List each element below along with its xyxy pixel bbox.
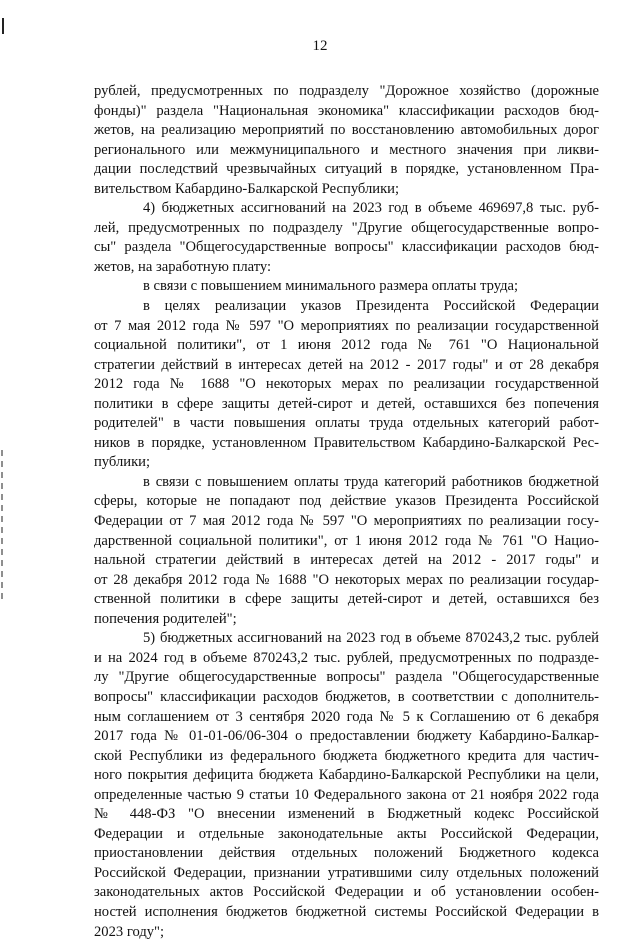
text-line: ностей исполнения бюджетов бюджетной системы Российской Федерации в — [94, 903, 599, 920]
scan-side-artifact — [1, 450, 3, 600]
text-line: родителей" в части повышения оплаты труда отдельных категорий работ- — [94, 415, 599, 432]
text-line: стратегии действий в интересах детей на 2012 - 2017 годы" и от 28 декабря — [94, 356, 599, 373]
page-number: 12 — [312, 38, 328, 54]
scan-edge-mark — [2, 18, 4, 34]
text-line: дарственной социальной политики", от 1 июня 2012 года № 761 "О Нацио- — [94, 532, 599, 549]
text-line: 4) бюджетных ассигнований на 2023 год в объеме 469697,8 тыс. руб- — [143, 200, 599, 217]
text-line: ным соглашением от 3 сентября 2020 года № 5 к Соглашению от 6 декабря — [94, 708, 599, 725]
text-line: сы" раздела "Общегосударственные вопросы" классификации расходов бюд- — [94, 239, 599, 256]
text-line: политики в сфере защиты детей-сирот и детей, оставшихся без попечения — [94, 395, 599, 412]
text-line: определенные частью 9 статьи 10 Федерального закона от 21 ноября 2022 года — [94, 786, 599, 803]
text-line: от 28 декабря 2012 года № 1688 "О некоторых мерах по реализации государ- — [94, 571, 599, 588]
text-line: приостановлении действия отдельных положений Бюджетного кодекса — [94, 845, 599, 862]
text-line: Федерации и отдельные законодательные акты Российской Федерации, — [94, 825, 599, 842]
text-line: сферы, которые не попадают под действие указов Президента Российской — [94, 493, 599, 510]
text-line: Российской Федерации, признании утратившими силу отдельных положений — [94, 864, 599, 881]
text-line: Федерации от 7 мая 2012 года № 597 "О мероприятиях по реализации госу- — [94, 513, 599, 530]
text-line: законодательных актов Российской Федерации и об установлении особен- — [94, 884, 599, 901]
text-line: ного покрытия дефицита бюджета Кабардино-Балкарской Республики на цели, — [94, 767, 599, 784]
text-line: попечения родителей"; — [94, 610, 237, 627]
text-line: регионального или межмуниципального и местного значения при ликви- — [94, 141, 599, 158]
text-line: в связи с повышением минимального размера оплаты труда; — [143, 278, 519, 295]
text-line: ников в порядке, установленном Правительством Кабардино-Балкарской Рес- — [94, 434, 599, 451]
text-line: № 448-ФЗ "О внесении изменений в Бюджетный кодекс Российской — [94, 806, 599, 823]
text-line: в целях реализации указов Президента Российской Федерации — [143, 298, 599, 315]
document-body — [94, 82, 599, 942]
text-line: дации последствий чрезвычайных ситуаций в порядке, установленном Пра- — [94, 161, 599, 178]
text-line: в связи с повышением оплаты труда категорий работников бюджетной — [143, 473, 599, 490]
text-line: жетов, на реализацию мероприятий по восстановлению автомобильных дорог — [94, 122, 599, 139]
text-line: ской Республики из федерального бюджета бюджетного кредита для частич- — [94, 747, 599, 764]
text-line: вопросы" классификации расходов бюджетов, в соответствии с дополнитель- — [94, 688, 599, 705]
text-line: ственной политики в сфере защиты детей-сирот и детей, оставшихся без — [94, 591, 599, 608]
text-line: от 7 мая 2012 года № 597 "О мероприятиях по реализации государственной — [94, 317, 599, 334]
text-line: 2017 года № 01-01-06/06-304 о предоставлении бюджету Кабардино-Балкар- — [94, 728, 599, 745]
text-line: 2012 года № 1688 "О некоторых мерах по реализации государственной — [94, 376, 599, 393]
text-line: фонды)" раздела "Национальная экономика" классификации расходов бюд- — [94, 102, 599, 119]
text-line: публики; — [94, 454, 151, 471]
text-line: вительством Кабардино-Балкарской Республики; — [94, 180, 400, 197]
text-line: жетов, на заработную плату: — [94, 258, 272, 275]
text-line: и на 2024 год в объеме 870243,2 тыс. рублей, предусмотренных по подразде- — [94, 649, 599, 666]
text-line: 2023 году"; — [94, 923, 165, 940]
text-line: лу "Другие общегосударственные вопросы" раздела "Общегосударственные — [94, 669, 599, 686]
text-line: рублей, предусмотренных по подразделу "Дорожное хозяйство (дорожные — [94, 83, 599, 99]
text-line: лей, предусмотренных по подразделу "Другие общегосударственные вопро- — [94, 219, 599, 236]
text-line: социальной политики", от 1 июня 2012 года № 761 "О Национальной — [94, 337, 599, 354]
text-line: нальной стратегии действий в интересах детей на 2012 - 2017 годы" и — [94, 552, 599, 569]
text-line: 5) бюджетных ассигнований на 2023 год в объеме 870243,2 тыс. рублей — [143, 630, 599, 647]
